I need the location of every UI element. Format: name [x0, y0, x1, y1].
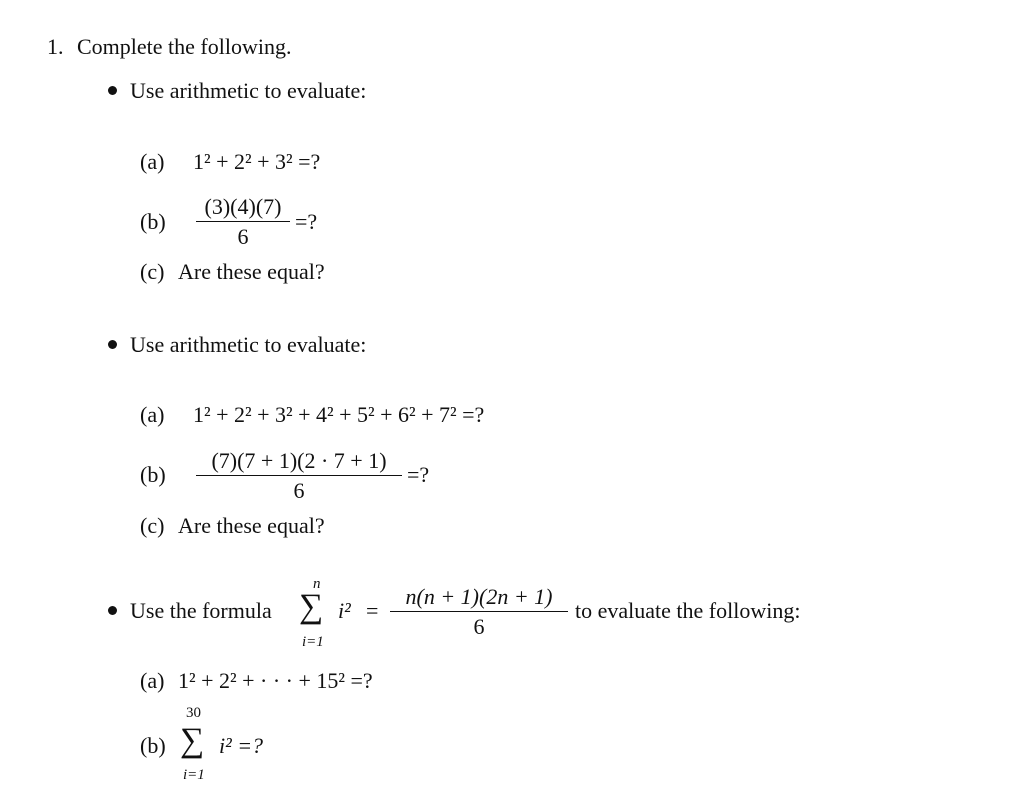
sum-upper-text: n: [313, 576, 321, 592]
bullet-icon: [108, 86, 117, 95]
sum-lower-text: i=1: [183, 767, 205, 783]
sum-lower-limit: [302, 635, 324, 650]
section-1-a-label: (a): [140, 149, 165, 174]
fraction-denominator: 6: [293, 478, 305, 503]
section-1-c-label: (c): [140, 259, 165, 284]
section-2-a-label: (a): [140, 402, 165, 427]
fraction-denominator: 6: [237, 224, 249, 249]
formula-numerator-text: n(n + 1)(2n + 1): [405, 584, 553, 609]
fraction-numerator: (3)(4)(7): [204, 194, 282, 219]
section-1-b-label: (b): [140, 209, 166, 234]
section-2-b-tail: =?: [407, 462, 430, 487]
problem-title: Complete the following.: [77, 34, 292, 59]
fraction-numerator: [390, 586, 568, 611]
equals-sign: =: [366, 598, 379, 623]
sum-term-text: i² =?: [219, 733, 264, 758]
section-2-a-expr: 1² + 2² + 3² + 4² + 5² + 6² + 7² =?: [193, 402, 485, 427]
sum-term-text: i²: [338, 598, 351, 623]
section-2-b-label: (b): [140, 462, 166, 487]
section-1-a-expr: 1² + 2² + 3² =?: [193, 149, 321, 174]
section-2-instruction: Use arithmetic to evaluate:: [130, 332, 367, 357]
section-2-c-label: (c): [140, 513, 165, 538]
bullet-icon: [108, 606, 117, 615]
section-3-instruction: Use the formula: [130, 598, 272, 623]
sum-upper-limit: 30: [186, 705, 201, 721]
section-3-a-expr: 1² + 2² + · · · + 15² =?: [178, 668, 373, 693]
section-2-b-fraction: [196, 450, 402, 502]
summation-symbol: ∑: [299, 588, 324, 625]
summation-symbol: ∑: [180, 722, 205, 759]
fraction-denominator: 6: [473, 614, 485, 639]
fraction-numerator: (7)(7 + 1)(2 · 7 + 1): [211, 448, 387, 473]
sum-term: [338, 600, 351, 622]
section-1-c-text: Are these equal?: [178, 259, 325, 284]
section-1-b-fraction: [196, 196, 290, 248]
sum-lower-text: i=1: [302, 634, 324, 650]
bullet-icon: [108, 340, 117, 349]
section-2-c-text: Are these equal?: [178, 513, 325, 538]
section-3-b-label: (b): [140, 733, 166, 758]
section-3-b-term: [219, 735, 263, 757]
sum-lower-limit: [183, 768, 205, 783]
section-3-a-label: (a): [140, 668, 165, 693]
section-1-instruction: Use arithmetic to evaluate:: [130, 78, 367, 103]
section-3-instruction-tail: to evaluate the following:: [575, 598, 801, 623]
formula-fraction: [390, 586, 568, 638]
problem-number: 1.: [47, 34, 64, 59]
section-1-b-tail: =?: [295, 209, 318, 234]
